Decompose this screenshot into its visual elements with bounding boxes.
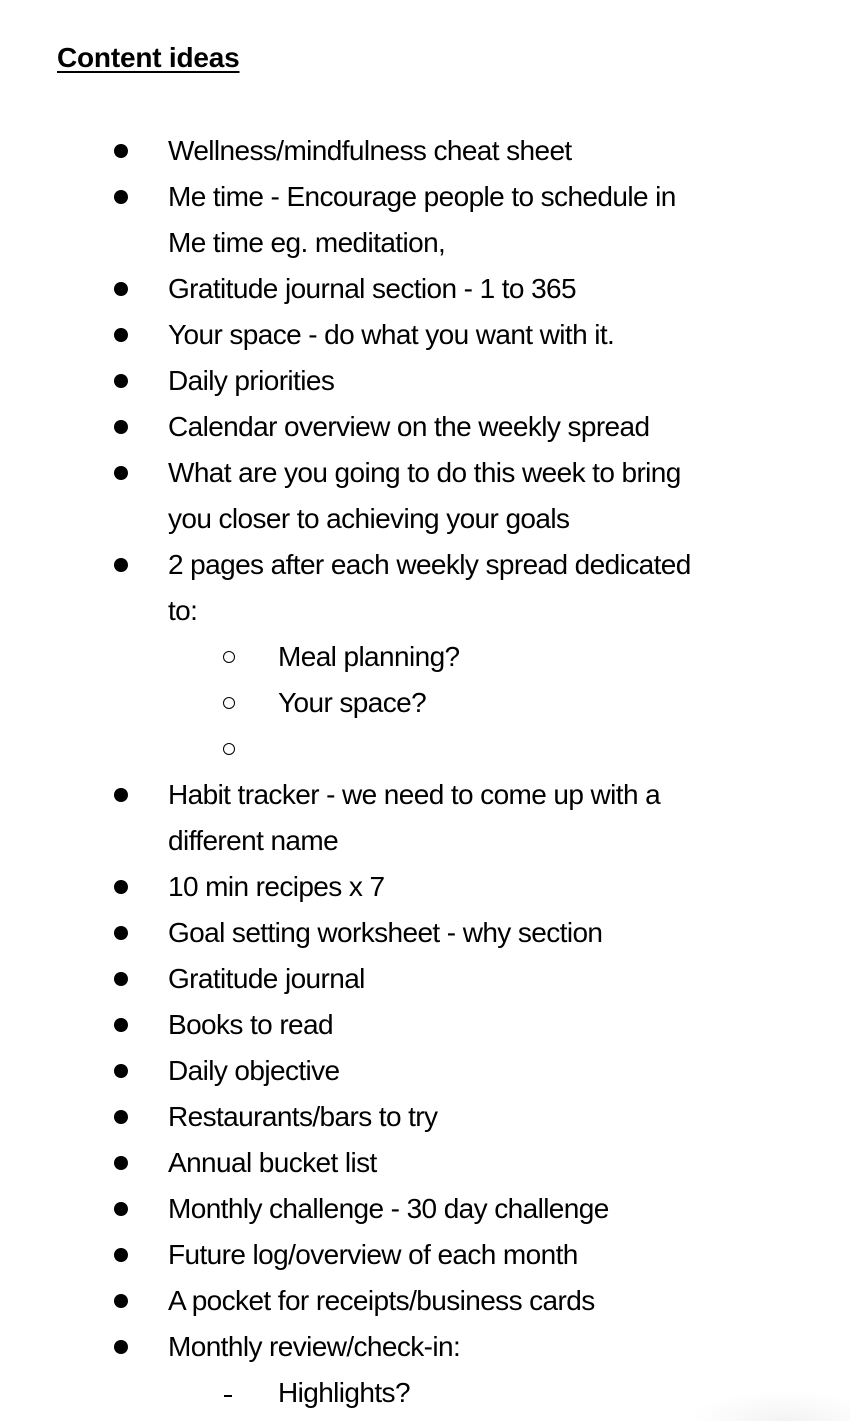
sub-list-item-empty: [0, 726, 850, 772]
list-item: [0, 1048, 850, 1094]
bullet-icon: [114, 1324, 130, 1370]
bullet-icon: [114, 772, 130, 818]
bullet-icon: [114, 358, 130, 404]
bullet-icon: [114, 1186, 130, 1232]
list-item: [0, 864, 850, 910]
bullet-icon: [114, 542, 130, 588]
content-ideas-list: [0, 128, 850, 1416]
list-item-text: What are you going to do this week to bring: [168, 457, 681, 488]
list-item-text: Annual bucket list: [168, 1147, 377, 1178]
list-item: [0, 358, 850, 404]
bullet-icon: [114, 174, 130, 220]
sub-list-item-text: Meal planning?: [278, 641, 460, 672]
bullet-icon: [114, 910, 130, 956]
list-item-text: 2 pages after each weekly spread dedicated: [168, 549, 691, 580]
list-item: [0, 910, 850, 956]
list-item-text: Daily objective: [168, 1055, 340, 1086]
list-item-text: Monthly challenge - 30 day challenge: [168, 1193, 609, 1224]
sub-list-item-text: Your space?: [278, 687, 427, 718]
list-item-text: to:: [168, 595, 198, 626]
sub-list-item: [0, 634, 850, 680]
list-item-text: Goal setting worksheet - why section: [168, 917, 603, 948]
bullet-icon: [114, 1002, 130, 1048]
list-item-text: Books to read: [168, 1009, 333, 1040]
list-item-continuation: [0, 588, 850, 634]
list-item: [0, 128, 850, 174]
list-item-text: 10 min recipes x 7: [168, 871, 385, 902]
list-item: [0, 1140, 850, 1186]
list-item: [0, 174, 850, 220]
bullet-icon: [114, 450, 130, 496]
list-item: [0, 1232, 850, 1278]
list-item: [0, 404, 850, 450]
list-item: [0, 1278, 850, 1324]
list-item: [0, 312, 850, 358]
list-item-text: Gratitude journal: [168, 963, 365, 994]
list-item: [0, 1324, 850, 1370]
list-item: [0, 450, 850, 496]
list-item: [0, 542, 850, 588]
bullet-icon: [114, 864, 130, 910]
list-item-text: Wellness/mindfulness cheat sheet: [168, 135, 572, 166]
list-item-text: Habit tracker - we need to come up with a: [168, 779, 661, 810]
bullet-icon: [114, 956, 130, 1002]
list-item-text: Future log/overview of each month: [168, 1239, 578, 1270]
list-item: [0, 956, 850, 1002]
list-item-text: A pocket for receipts/business cards: [168, 1285, 595, 1316]
list-item-text: Gratitude journal section - 1 to 365: [168, 273, 576, 304]
list-item-text: Calendar overview on the weekly spread: [168, 411, 650, 442]
bullet-icon: [114, 404, 130, 450]
list-item-text: Restaurants/bars to try: [168, 1101, 438, 1132]
list-item: [0, 772, 850, 818]
list-item: [0, 1002, 850, 1048]
hollow-circle-bullet-icon: [223, 680, 239, 726]
bullet-icon: [114, 1048, 130, 1094]
list-item-text: different name: [168, 825, 339, 856]
bullet-icon: [114, 1140, 130, 1186]
document-title: Content ideas: [57, 42, 240, 73]
sub-list-item: [0, 680, 850, 726]
list-item-text: Me time - Encourage people to schedule in: [168, 181, 676, 212]
scan-shadow: [690, 1391, 850, 1421]
list-item-continuation: [0, 220, 850, 266]
hollow-circle-bullet-icon: [223, 726, 239, 772]
list-item: [0, 1186, 850, 1232]
list-item: [0, 1094, 850, 1140]
bullet-icon: [114, 266, 130, 312]
bullet-icon: [114, 1278, 130, 1324]
bullet-icon: [114, 128, 130, 174]
sub-list-item-text: Highlights?: [278, 1377, 410, 1408]
list-item-continuation: [0, 496, 850, 542]
list-item-continuation: [0, 818, 850, 864]
list-item-text: Monthly review/check-in:: [168, 1331, 461, 1362]
bullet-icon: [114, 312, 130, 358]
bullet-icon: [114, 1094, 130, 1140]
list-item-text: Me time eg. meditation,: [168, 227, 446, 258]
dash-bullet-icon: [224, 1370, 234, 1416]
list-item-text: Daily priorities: [168, 365, 335, 396]
list-item-text: Your space - do what you want with it.: [168, 319, 615, 350]
list-item-text: you closer to achieving your goals: [168, 503, 570, 534]
list-item: [0, 266, 850, 312]
bullet-icon: [114, 1232, 130, 1278]
hollow-circle-bullet-icon: [223, 634, 239, 680]
